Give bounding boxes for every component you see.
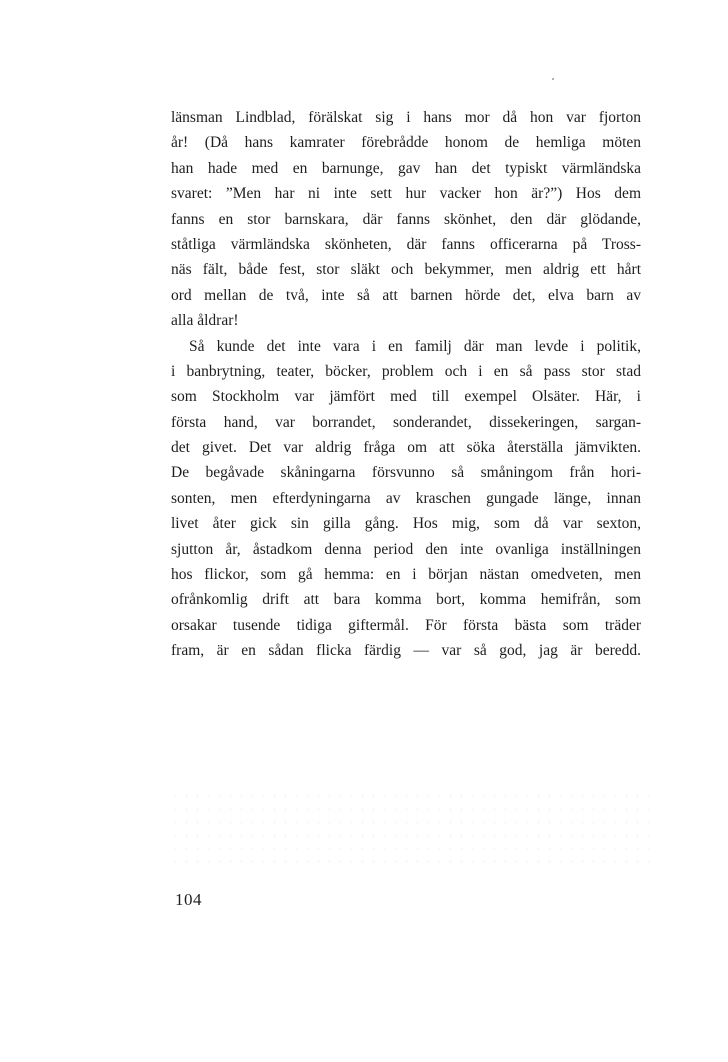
text-line: orsakar tusende tidiga giftermål. För första bästa som träder xyxy=(171,616,641,634)
text-line: svaret: ”Men har ni inte sett hur vacker hon är?”) Hos dem xyxy=(171,185,641,203)
text-line: alla åldrar! xyxy=(171,312,239,330)
text-line: sonten, men efterdyningarna av kraschen gungade länge, innan xyxy=(171,489,641,507)
text-line: ståtliga värmländska skönheten, där fanns officerarna på Tross- xyxy=(171,235,641,253)
text-line: näs fält, både fest, stor släkt och bekymmer, men aldrig ett hårt xyxy=(171,261,641,279)
text-line: fram, är en sådan flicka färdig — var så god, jag är beredd. xyxy=(171,642,641,660)
text-line: i banbrytning, teater, böcker, problem och i en så pass stor stad xyxy=(171,362,641,380)
text-line: Så kunde det inte vara i en familj där man levde i politik, xyxy=(189,337,641,355)
show-through-texture xyxy=(170,790,650,870)
text-line: sjutton år, åstadkom denna period den inte ovanliga inställningen xyxy=(171,540,641,558)
text-line: De begåvade skåningarna försvunno så småningom från hori- xyxy=(171,464,641,482)
text-line: länsman Lindblad, förälskat sig i hans mor då hon var fjorton xyxy=(171,109,641,126)
text-line: första hand, var borrandet, sonderandet, dissekeringen, sargan- xyxy=(171,413,641,431)
body-text xyxy=(171,105,641,664)
text-line: ord mellan de två, inte så att barnen hörde det, elva barn av xyxy=(171,286,641,304)
text-line: fanns en stor barnskara, där fanns skönhet, den där glödande, xyxy=(171,210,641,228)
text-line: år! (Då hans kamrater förebrådde honom de hemliga möten xyxy=(171,134,641,152)
text-line: han hade med en barnunge, gav han det typiskt värmländska xyxy=(171,159,641,177)
text-line: livet åter gick sin gilla gång. Hos mig, som då var sexton, xyxy=(171,515,641,533)
text-line: det givet. Det var aldrig fråga om att söka återställa jämvikten. xyxy=(171,439,641,457)
text-line: hos flickor, som gå hemma: en i början nästan omedveten, men xyxy=(171,566,641,584)
paper-speck xyxy=(552,78,554,80)
text-line: som Stockholm var jämfört med till exempel Olsäter. Här, i xyxy=(171,388,641,406)
text-line: ofrånkomlig drift att bara komma bort, komma hemifrån, som xyxy=(171,591,641,609)
page-number: 104 xyxy=(175,890,202,909)
